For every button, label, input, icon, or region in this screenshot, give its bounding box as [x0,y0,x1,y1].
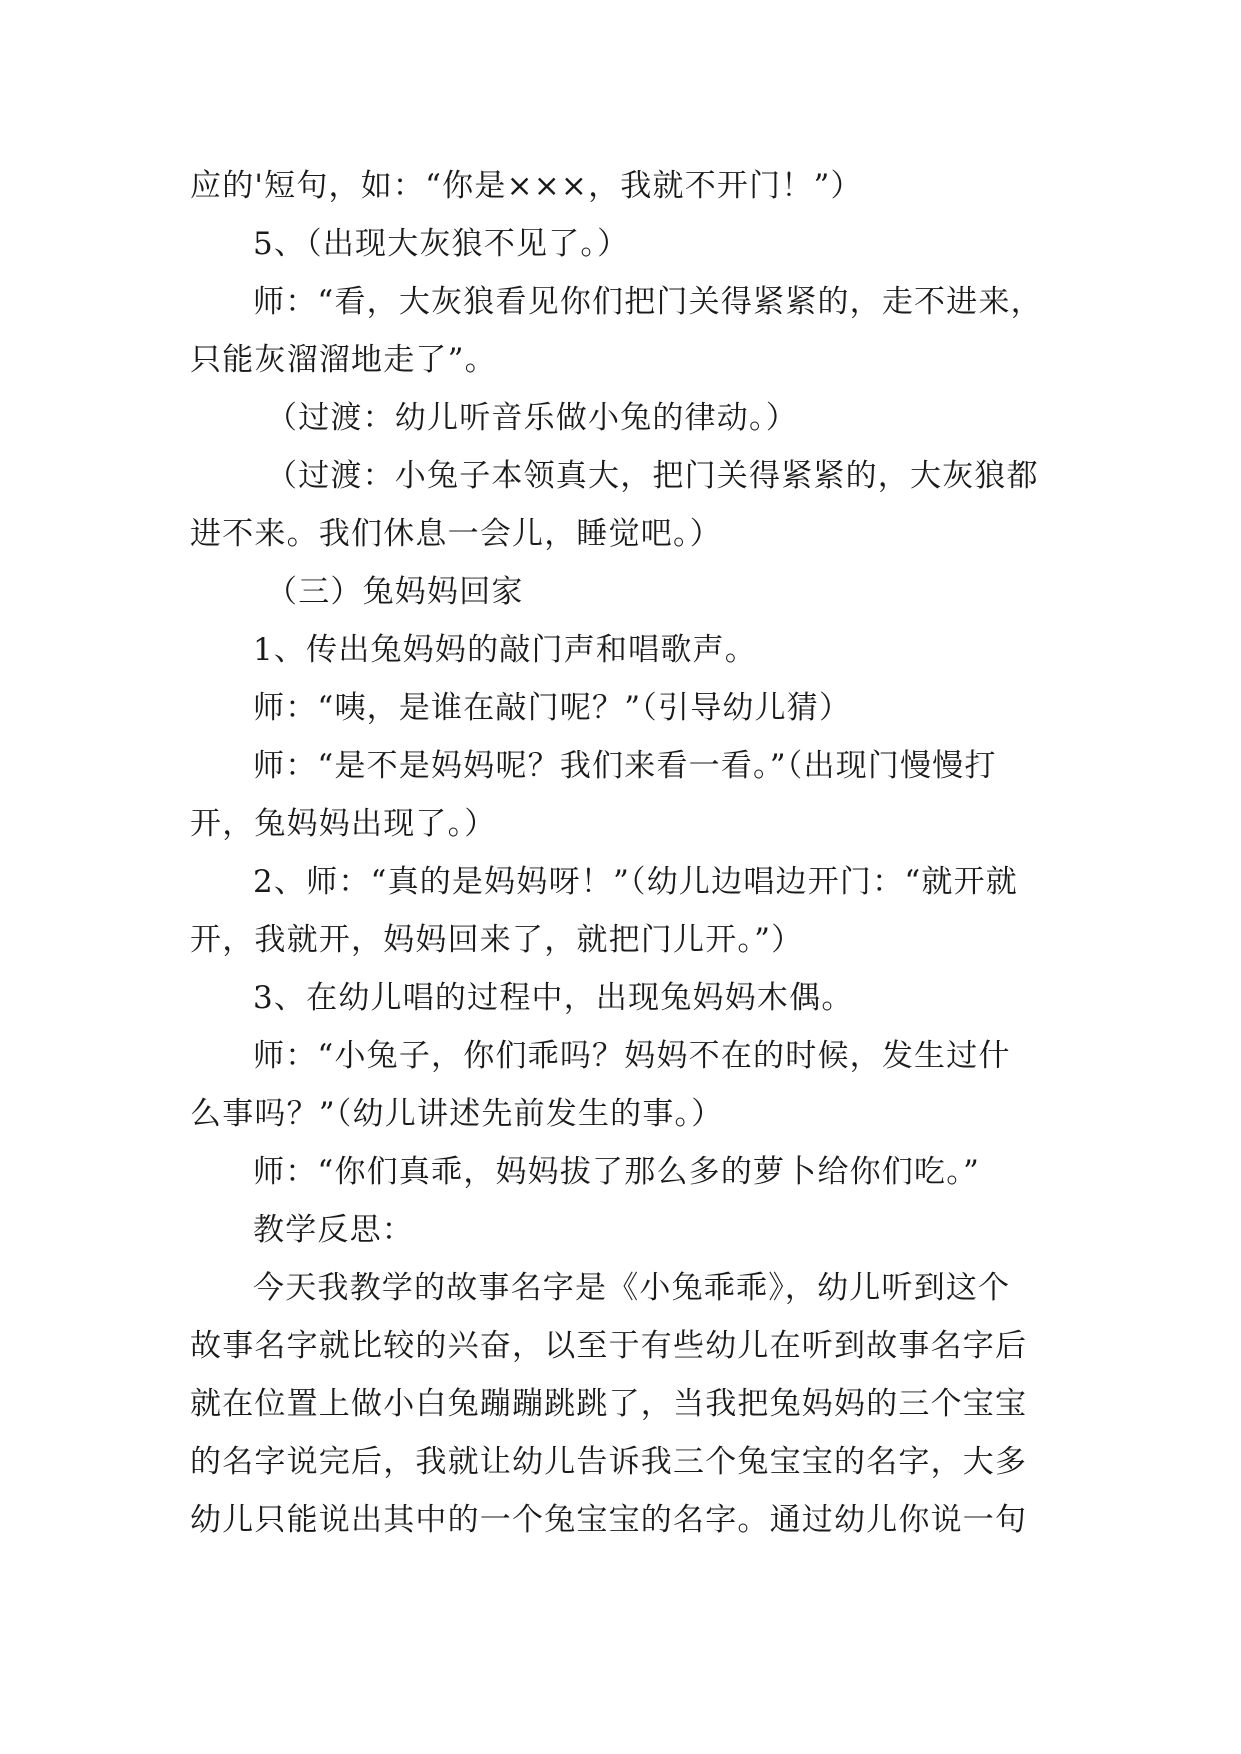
text-line: 师：“咦，是谁在敲门呢？”（引导幼儿猜） [253,690,852,726]
text-line: 今天我教学的故事名字是《小兔乖乖》，幼儿听到这个 [253,1270,1011,1306]
text-line: 开，我就开，妈妈回来了，就把门儿开。”） [190,922,804,958]
text-line: 1、传出兔妈妈的敲门声和唱歌声。 [253,632,757,668]
text-line: 开，兔妈妈出现了。） [190,806,497,842]
text-line: 的名字说完后，我就让幼儿告诉我三个兔宝宝的名字，大多 [190,1444,1028,1480]
text-line: （过渡：小兔子本领真大，把门关得紧紧的，大灰狼都 [266,458,1039,494]
text-line: 3、在幼儿唱的过程中，出现兔妈妈木偶。 [253,980,854,1016]
text-line: 幼儿只能说出其中的一个兔宝宝的名字。通过幼儿你说一句 [190,1502,1028,1538]
text-line: 师：“是不是妈妈呢？我们来看一看。”（出现门慢慢打 [253,748,997,784]
text-line: 2、师：“真的是妈妈呀！”（幼儿边唱边开门：“就开就 [253,864,1018,900]
text-line: 么事吗？”（幼儿讲述先前发生的事。） [190,1096,724,1132]
text-line: 进不来。我们休息一会儿，睡觉吧。） [190,516,722,552]
text-line: （过渡：幼儿听音乐做小兔的律动。） [266,400,798,436]
text-line: 就在位置上做小白兔蹦蹦跳跳了，当我把兔妈妈的三个宝宝 [190,1386,1028,1422]
text-line: 5、（出现大灰狼不见了。） [253,226,630,262]
section-heading: （三）兔妈妈回家 [266,574,524,610]
section-heading: 教学反思： [253,1212,414,1248]
text-line: 只能灰溜溜地走了”。 [190,342,497,378]
text-line: 师：“看，大灰狼看见你们把门关得紧紧的，走不进来， [253,284,1043,320]
text-line: 师：“你们真乖，妈妈拔了那么多的萝卜给你们吃。” [253,1154,980,1190]
text-line: 故事名字就比较的兴奋，以至于有些幼儿在听到故事名字后 [190,1328,1028,1364]
text-line: 师：“小兔子，你们乖吗？妈妈不在的时候，发生过什 [253,1038,1011,1074]
text-line: 应的'短句，如：“你是×××，我就不开门！”） [190,168,863,204]
